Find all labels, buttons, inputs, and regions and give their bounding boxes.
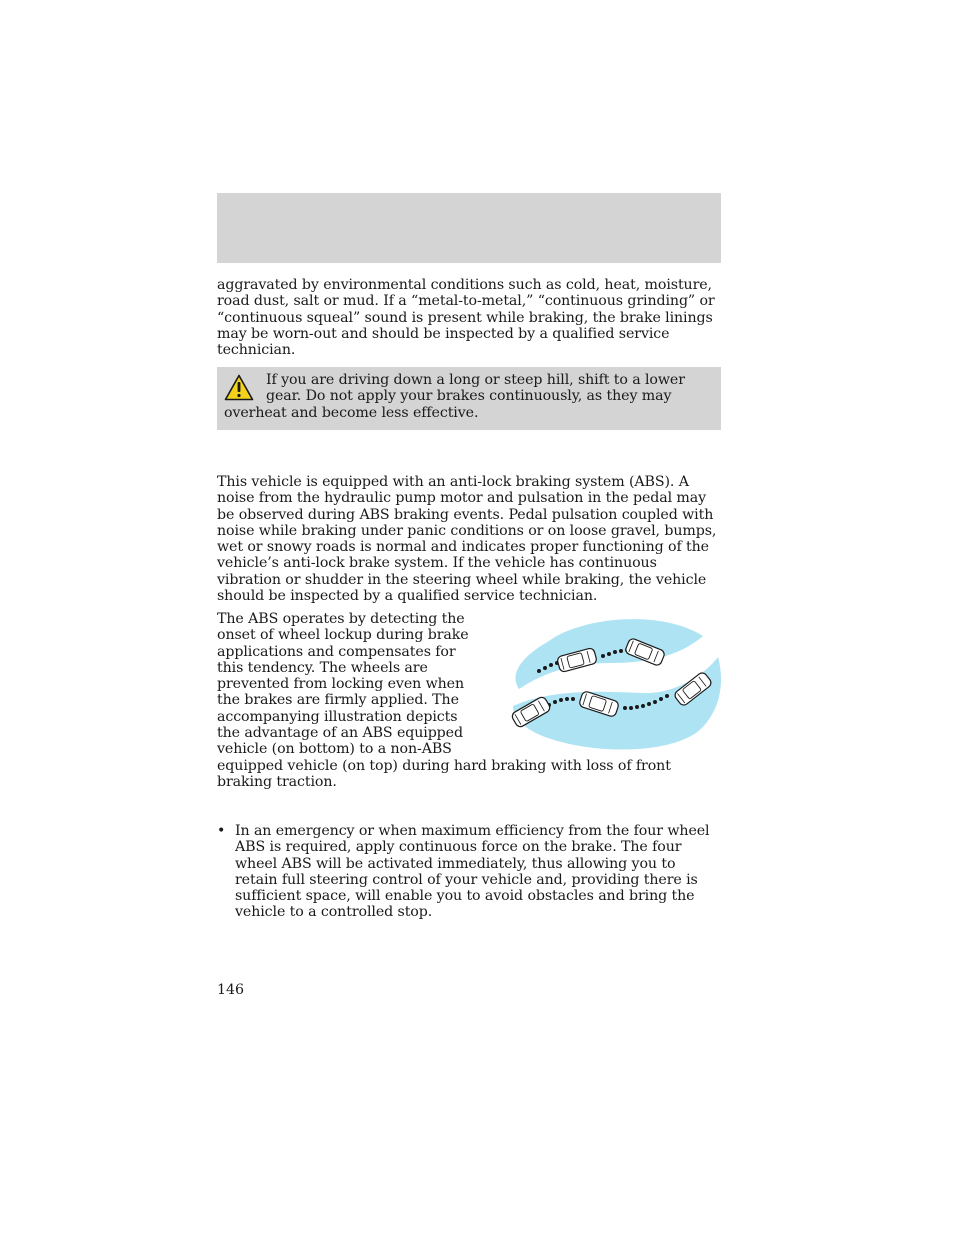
abs-operation-text: The ABS operates by detecting the onset of wheel lockup during brake applications and compensates for this tendency. The wheels are prevented from locking even when the brakes are firmly applied. The accompanying illustration depicts the advantage of an ABS equipped vehicle (on bottom) to a non-ABS equipped vehicle (on top) during hard braking with loss of front braking traction. xyxy=(217,611,671,790)
abs-road-illustration xyxy=(491,611,723,753)
list-item xyxy=(217,823,717,921)
page-number: 146 xyxy=(217,982,245,998)
bullet-marker: • xyxy=(217,823,226,839)
warning-box xyxy=(217,367,721,430)
brake-noise-text: aggravated by environmental conditions such as cold, heat, moisture, road dust, salt or mud. If a “metal-to-metal,” “continuous grinding” or “continuous squeal” sound is present while braking, the brake linings may be worn-out and should be inspected by a qualified service technician. xyxy=(217,277,715,359)
abs-operation-section xyxy=(217,611,723,790)
abs-intro-text: This vehicle is equipped with an anti-lock braking system (ABS). A noise from the hydraulic pump motor and pulsation in the pedal may be observed during ABS braking events. Pedal pulsation coupled with noise while braking under panic conditions or on loose gravel, bumps, wet or snowy roads is normal and indicates proper functioning of the vehicle’s anti-lock brake system. If the vehicle has continuous vibration or shudder in the steering wheel while braking, the vehicle should be inspected by a qualified service technician. xyxy=(217,474,717,605)
section-header-band xyxy=(217,193,721,263)
brake-noise-paragraph xyxy=(217,277,723,358)
bullet-text: In an emergency or when maximum efficiency from the four wheel ABS is required, apply continuous force on the brake. The four wheel ABS will be activated immediately, thus allowing you to retain full steering control of your vehicle and, providing there is sufficient space, will enable you to avoid obstacles and bring the vehicle to a controlled stop. xyxy=(235,823,710,921)
abs-illustration xyxy=(491,611,723,753)
warning-text: If you are driving down a long or steep hill, shift to a lower gear. Do not apply your brakes continuously, as they may overheat and become less effective. xyxy=(224,372,685,421)
abs-intro-paragraph xyxy=(217,474,723,604)
